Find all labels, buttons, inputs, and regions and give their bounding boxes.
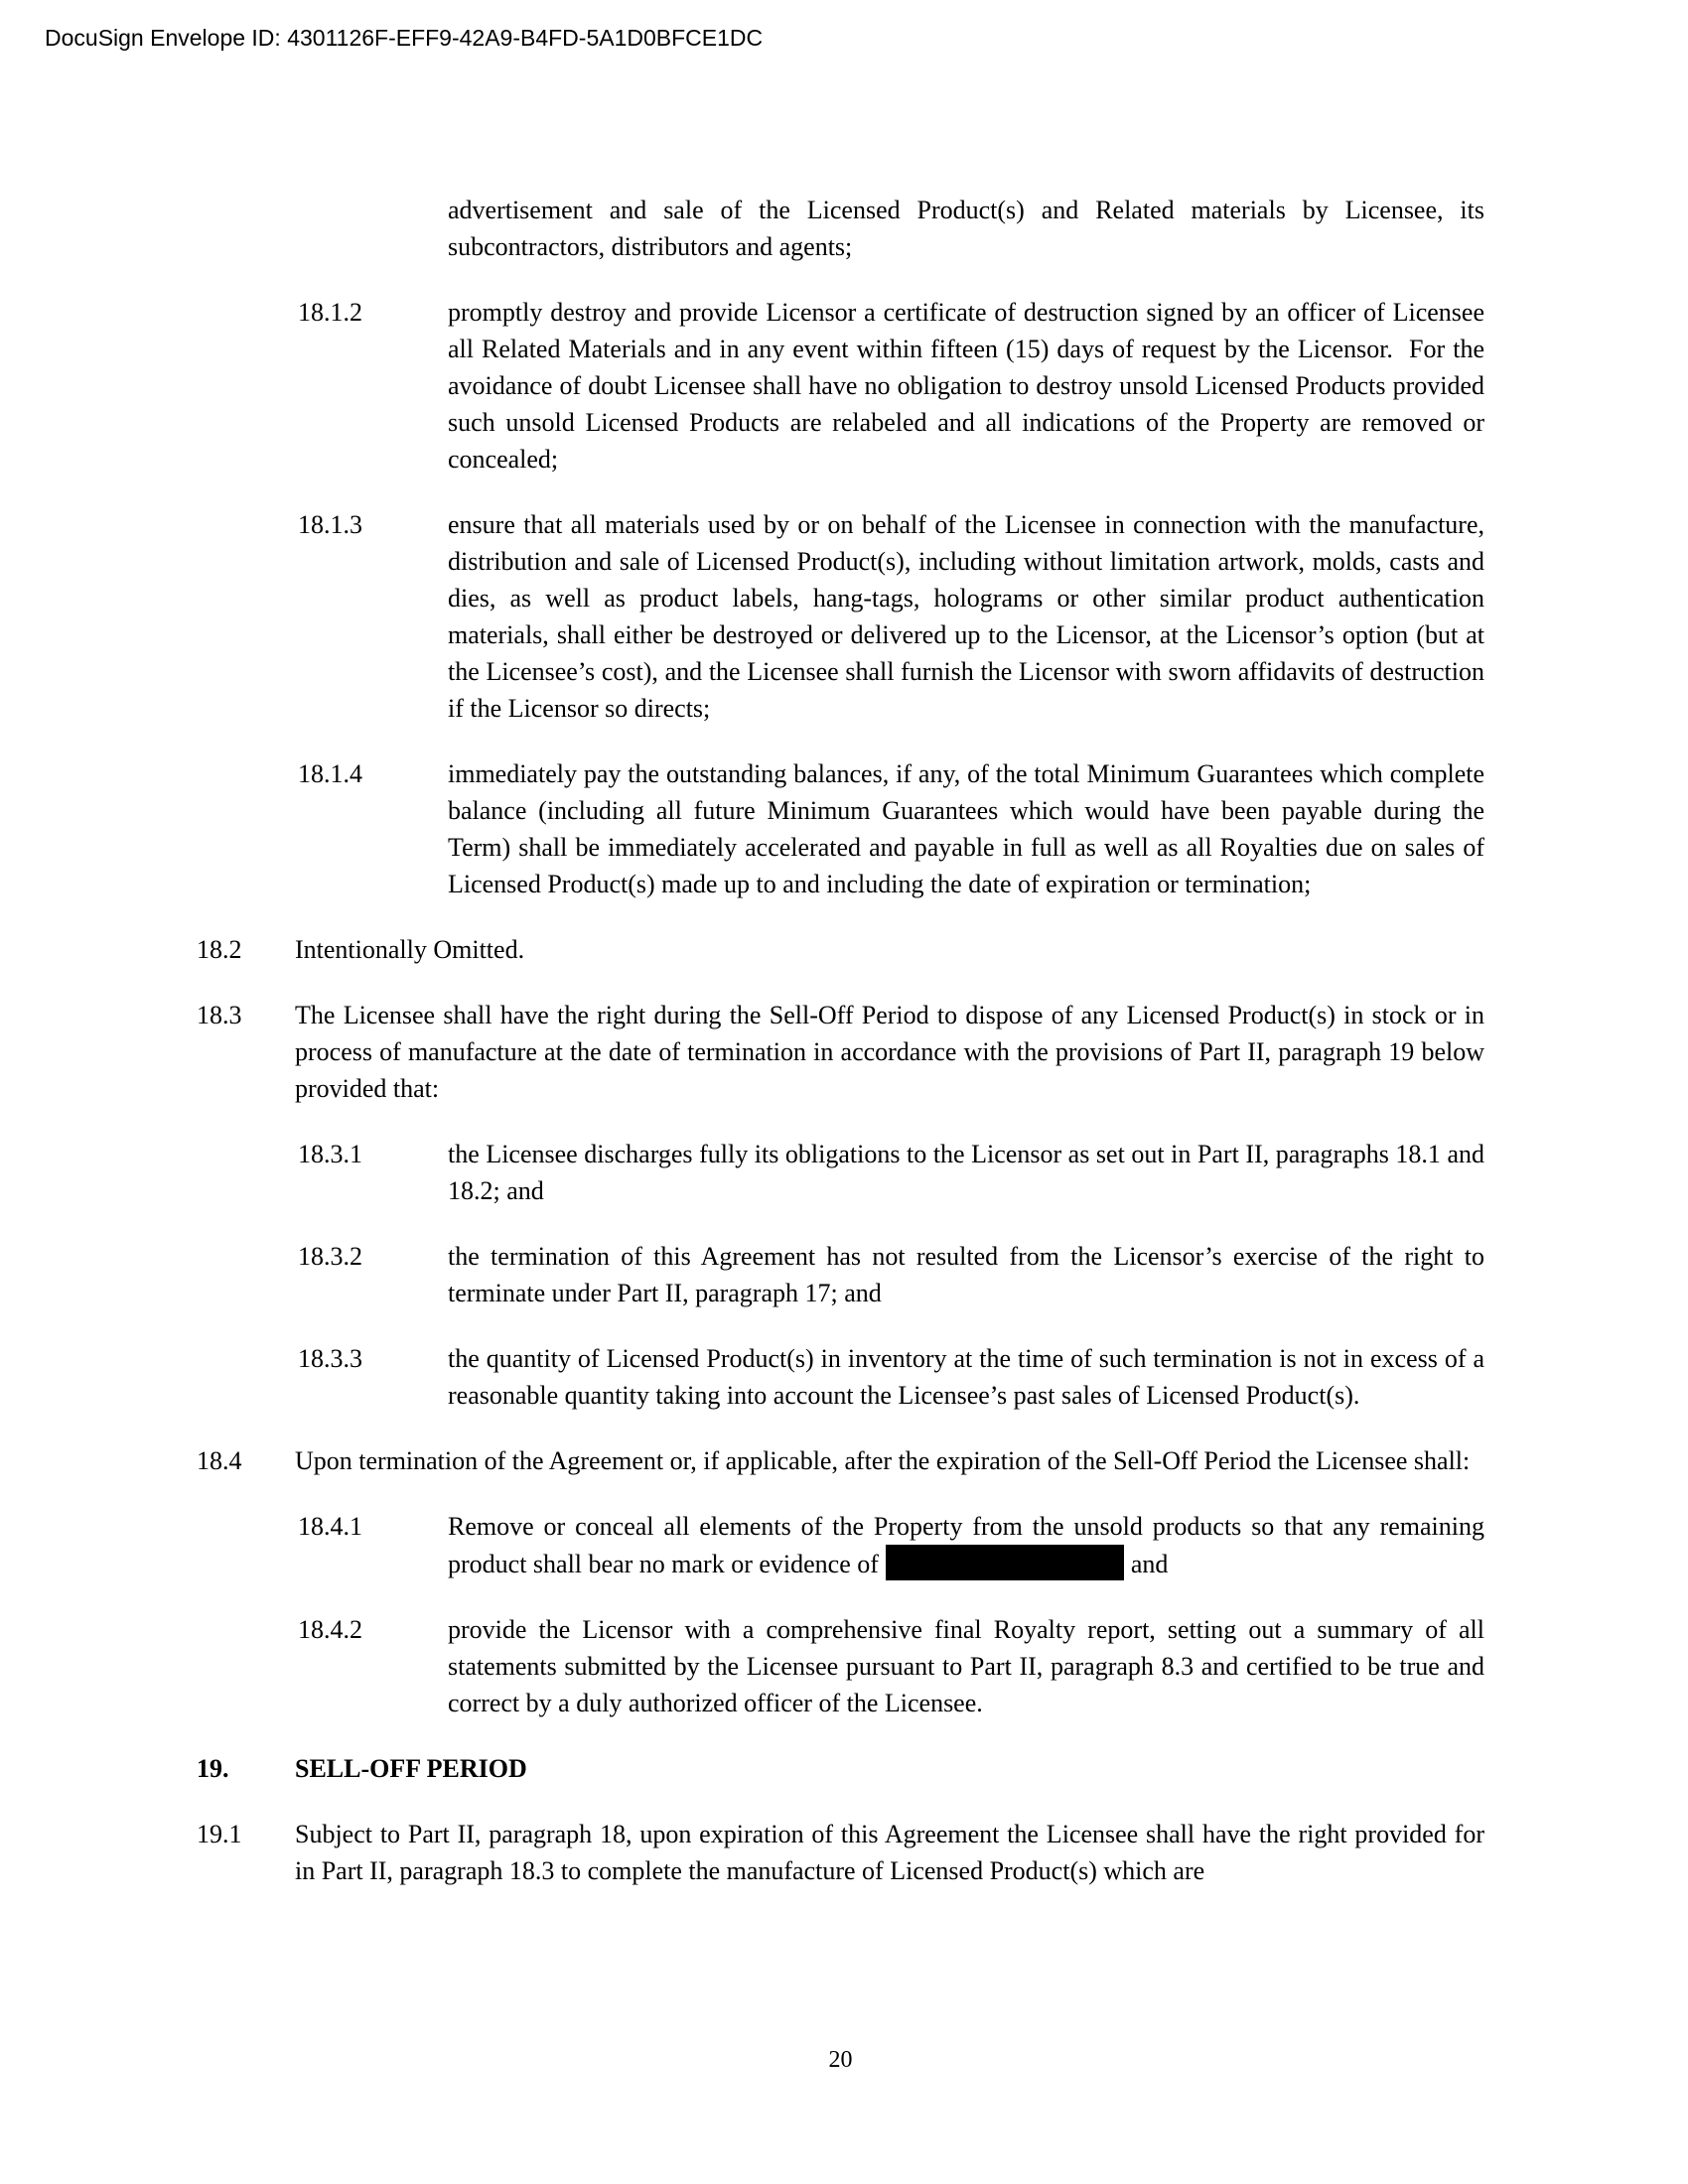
- clause-number: 18.2: [197, 935, 242, 964]
- clause-text: the quantity of Licensed Product(s) in inventory at the time of such termination is not in excess of a reasonable quantity taking into account the Licensee’s past sales of Licensed Product(s).: [448, 1344, 1484, 1410]
- clause-18-3-2: [197, 1238, 1484, 1311]
- contract-body: [197, 192, 1484, 1918]
- clause-text-before-redaction: Remove or conceal all elements of the Property from the unsold products so that any remaining product shall bear no mark or evidence of: [448, 1512, 1484, 1578]
- clause-18-1-3: [197, 506, 1484, 727]
- clause-text: immediately pay the outstanding balances, if any, of the total Minimum Guarantees which complete balance (including all future Minimum Guarantees which would have been payable during the Term) shall be immediately accelerated and payable in full as well as all Royalties due on sales of Licensed Product(s) made up to and including the date of expiration or termination;: [448, 759, 1484, 898]
- clause-18-1-4: [197, 755, 1484, 902]
- clause-number: 18.4.2: [298, 1615, 362, 1644]
- clause-18-2: [197, 931, 1484, 968]
- clause-18-4: [197, 1442, 1484, 1479]
- clause-text: Subject to Part II, paragraph 18, upon expiration of this Agreement the Licensee shall have the right provided for in Part II, paragraph 18.3 to complete the manufacture of Licensed Product(s) which are: [295, 1820, 1484, 1885]
- docusign-envelope-id: DocuSign Envelope ID: 4301126F-EFF9-42A9-B4FD-5A1D0BFCE1DC: [45, 25, 764, 51]
- clause-18-3: [197, 997, 1484, 1107]
- clause-number: [298, 192, 448, 265]
- clause-number: 18.3.3: [298, 1344, 362, 1373]
- clause-number: 18.1.3: [298, 510, 362, 539]
- clause-text: [448, 1508, 1484, 1582]
- clause-text-after-redaction: and: [1130, 1550, 1169, 1578]
- clause-18-3-1: [197, 1136, 1484, 1209]
- clause-number: 19.1: [197, 1820, 242, 1848]
- clause-text: the Licensee discharges fully its obligations to the Licensor as set out in Part II, paragraphs 18.1 and 18.2; and: [448, 1140, 1484, 1205]
- clause-text: the termination of this Agreement has not resulted from the Licensor’s exercise of the right to terminate under Part II, paragraph 17; and: [448, 1242, 1484, 1307]
- clause-text: provide the Licensor with a comprehensive final Royalty report, setting out a summary of all statements submitted by the Licensee pursuant to Part II, paragraph 8.3 and certified to be true and correct by a duly authorized officer of the Licensee.: [448, 1615, 1484, 1717]
- page-number: 20: [828, 2047, 853, 2073]
- clause-text: ensure that all materials used by or on behalf of the Licensee in connection with the manufacture, distribution and sale of Licensed Product(s), including without limitation artwork, molds, casts and dies, as well as product labels, hang-tags, holograms or other similar product authentication materials, shall either be destroyed or delivered up to the Licensor, at the Licensor’s option (but at the Licensee’s cost), and the Licensee shall furnish the Licensor with sworn affidavits of destruction if the Licensor so directs;: [448, 510, 1484, 723]
- clause-number: 18.4.1: [298, 1512, 362, 1541]
- clause-18-3-3: [197, 1340, 1484, 1414]
- clause-number: 18.1.2: [298, 298, 362, 327]
- clause-18-4-1: [197, 1508, 1484, 1582]
- clause-text: The Licensee shall have the right during the Sell-Off Period to dispose of any Licensed Product(s) in stock or in process of manufacture at the date of termination in accordance with the provisions of Part II, paragraph 19 below provided that:: [295, 1001, 1484, 1103]
- section-title: SELL-OFF PERIOD: [295, 1754, 527, 1783]
- clause-text: promptly destroy and provide Licensor a certificate of destruction signed by an officer of Licensee all Related Materials and in any event within fifteen (15) days of request by the Licensor. For the avoidance of doubt Licensee shall have no obligation to destroy unsold Licensed Products provided such unsold Licensed Products are relabeled and all indications of the Property are removed or concealed;: [448, 298, 1484, 474]
- clause-number: 18.3.2: [298, 1242, 362, 1271]
- clause-19-1: [197, 1816, 1484, 1889]
- section-number: 19.: [197, 1754, 229, 1783]
- section-19-heading: [197, 1750, 1484, 1787]
- clause-18-1-2: [197, 294, 1484, 478]
- clause-text: Upon termination of the Agreement or, if applicable, after the expiration of the Sell-Off Period the Licensee shall:: [295, 1446, 1471, 1475]
- clause-18-1-1-continuation: [197, 192, 1484, 265]
- clause-text: Intentionally Omitted.: [295, 935, 525, 964]
- redaction-box: [886, 1545, 1124, 1580]
- clause-number: 18.1.4: [298, 759, 362, 788]
- clause-number: 18.3: [197, 1001, 242, 1029]
- clause-number: 18.4: [197, 1446, 242, 1475]
- clause-18-4-2: [197, 1611, 1484, 1721]
- clause-text: advertisement and sale of the Licensed Product(s) and Related materials by Licensee, its subcontractors, distributors and agents;: [448, 196, 1484, 261]
- clause-number: 18.3.1: [298, 1140, 362, 1168]
